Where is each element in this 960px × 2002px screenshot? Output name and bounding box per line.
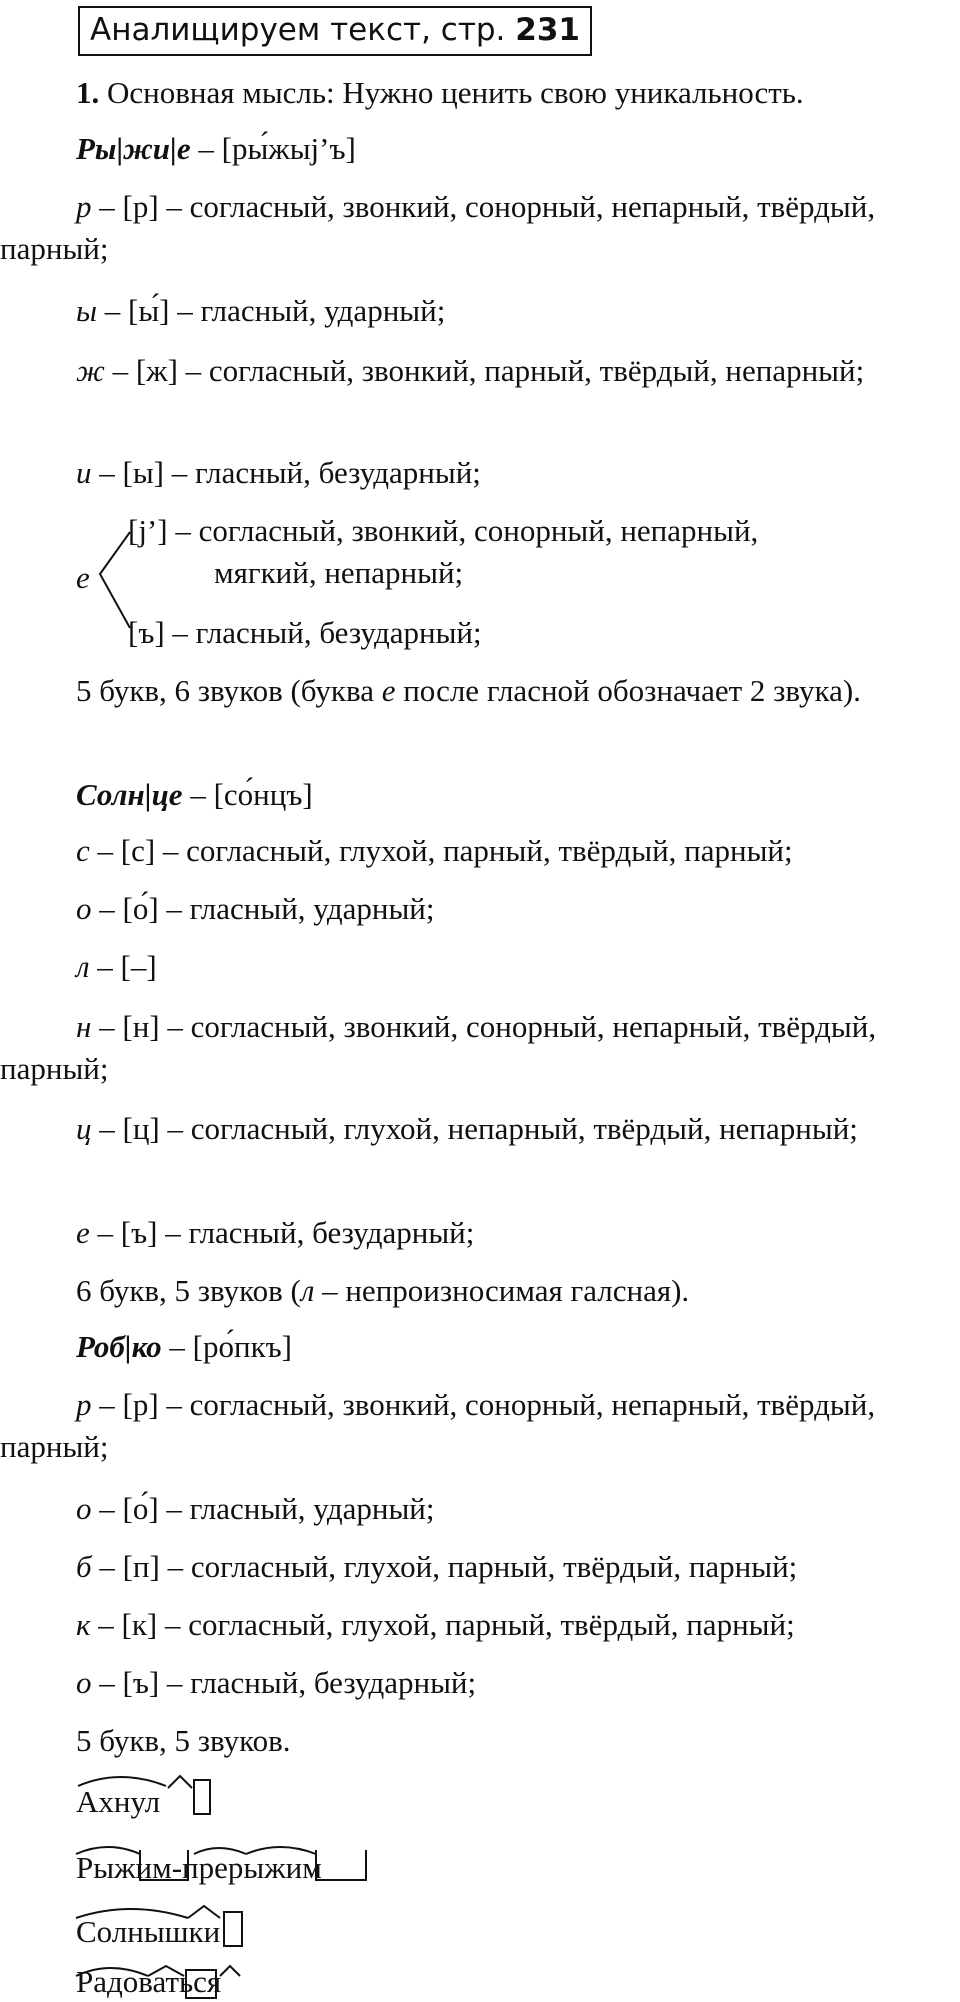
main-idea: [0, 72, 955, 114]
word1-line-4: и – [ы] – гласный, безударный;: [76, 455, 481, 490]
morpheme-word-4: Радоваться: [76, 1964, 222, 1999]
word2-line-2: о – [о́] – гласный, ударный;: [76, 891, 435, 926]
word3-line-3: б – [п] – согласный, глухой, парный, твёрдый, парный;: [76, 1549, 798, 1584]
word2-line-3: л – [–]: [76, 949, 157, 984]
morpheme-word-1: Ахнул: [76, 1784, 161, 1819]
brace-letter: е: [76, 560, 90, 595]
header-page-number: 231: [515, 12, 580, 48]
header-title: Аналищируем текст, стр.: [90, 12, 506, 48]
word3-word: Роб|ко: [76, 1329, 162, 1364]
word3-line-1: р – [р] – согласный, звонкий, сонорный, непарный, твёрдый, парный;: [0, 1387, 876, 1464]
word1-line-3: ж – [ж] – согласный, звонкий, парный, твёрдый, непарный;: [76, 353, 865, 388]
brace-line-2: мягкий, непарный;: [214, 555, 464, 590]
brace-line-1: [j’] – согласный, звонкий, сонорный, непарный,: [128, 513, 759, 548]
main-idea-text: Основная мысль: Нужно ценить свою уникальность.: [99, 75, 804, 110]
brace-line-3: [ъ] – гласный, безударный;: [128, 615, 482, 650]
word3-transcription: – [ро́пкъ]: [161, 1329, 292, 1364]
item-number: 1.: [76, 75, 100, 110]
word2-line-6: е – [ъ] – гласный, безударный;: [76, 1215, 475, 1250]
word1-summary: 5 букв, 6 звуков (буква е после гласной обозначает 2 звука).: [76, 673, 861, 708]
word2-line-5: ц – [ц] – согласный, глухой, непарный, твёрдый, непарный;: [76, 1111, 858, 1146]
word3-line-2: о – [о́] – гласный, ударный;: [76, 1491, 435, 1526]
word1-heading: [0, 128, 955, 170]
word2-line-4: н – [н] – согласный, звонкий, сонорный, непарный, твёрдый, парный;: [0, 1009, 877, 1086]
word1-word: Ры|жи|е: [76, 131, 191, 166]
word2-transcription: – [со́нцъ]: [182, 777, 313, 812]
word3-heading: [0, 1326, 955, 1368]
brace-fork-icon: [96, 528, 132, 638]
word2-word: Солн|це: [76, 777, 183, 812]
word2-heading: [0, 774, 955, 816]
word2-line-1: с – [с] – согласный, глухой, парный, твёрдый, парный;: [76, 833, 793, 868]
morpheme-word-3: Солнышки: [76, 1914, 221, 1949]
word3-summary: 5 букв, 5 звуков.: [76, 1723, 291, 1758]
morpheme-word-2: Рыжим-прерыжим: [76, 1850, 322, 1885]
word1-line-2: ы – [ы́] – гласный, ударный;: [76, 293, 446, 328]
word1-transcription: – [ры́жыj’ъ]: [190, 131, 356, 166]
word2-summary: 6 букв, 5 звуков (л – непроизносимая галсная).: [76, 1273, 690, 1308]
word3-line-5: о – [ъ] – гласный, безударный;: [76, 1665, 477, 1700]
word3-line-4: к – [к] – согласный, глухой, парный, твёрдый, парный;: [76, 1607, 795, 1642]
word1-line-1: р – [р] – согласный, звонкий, сонорный, непарный, твёрдый, парный;: [0, 189, 876, 266]
page-header: [78, 6, 592, 56]
